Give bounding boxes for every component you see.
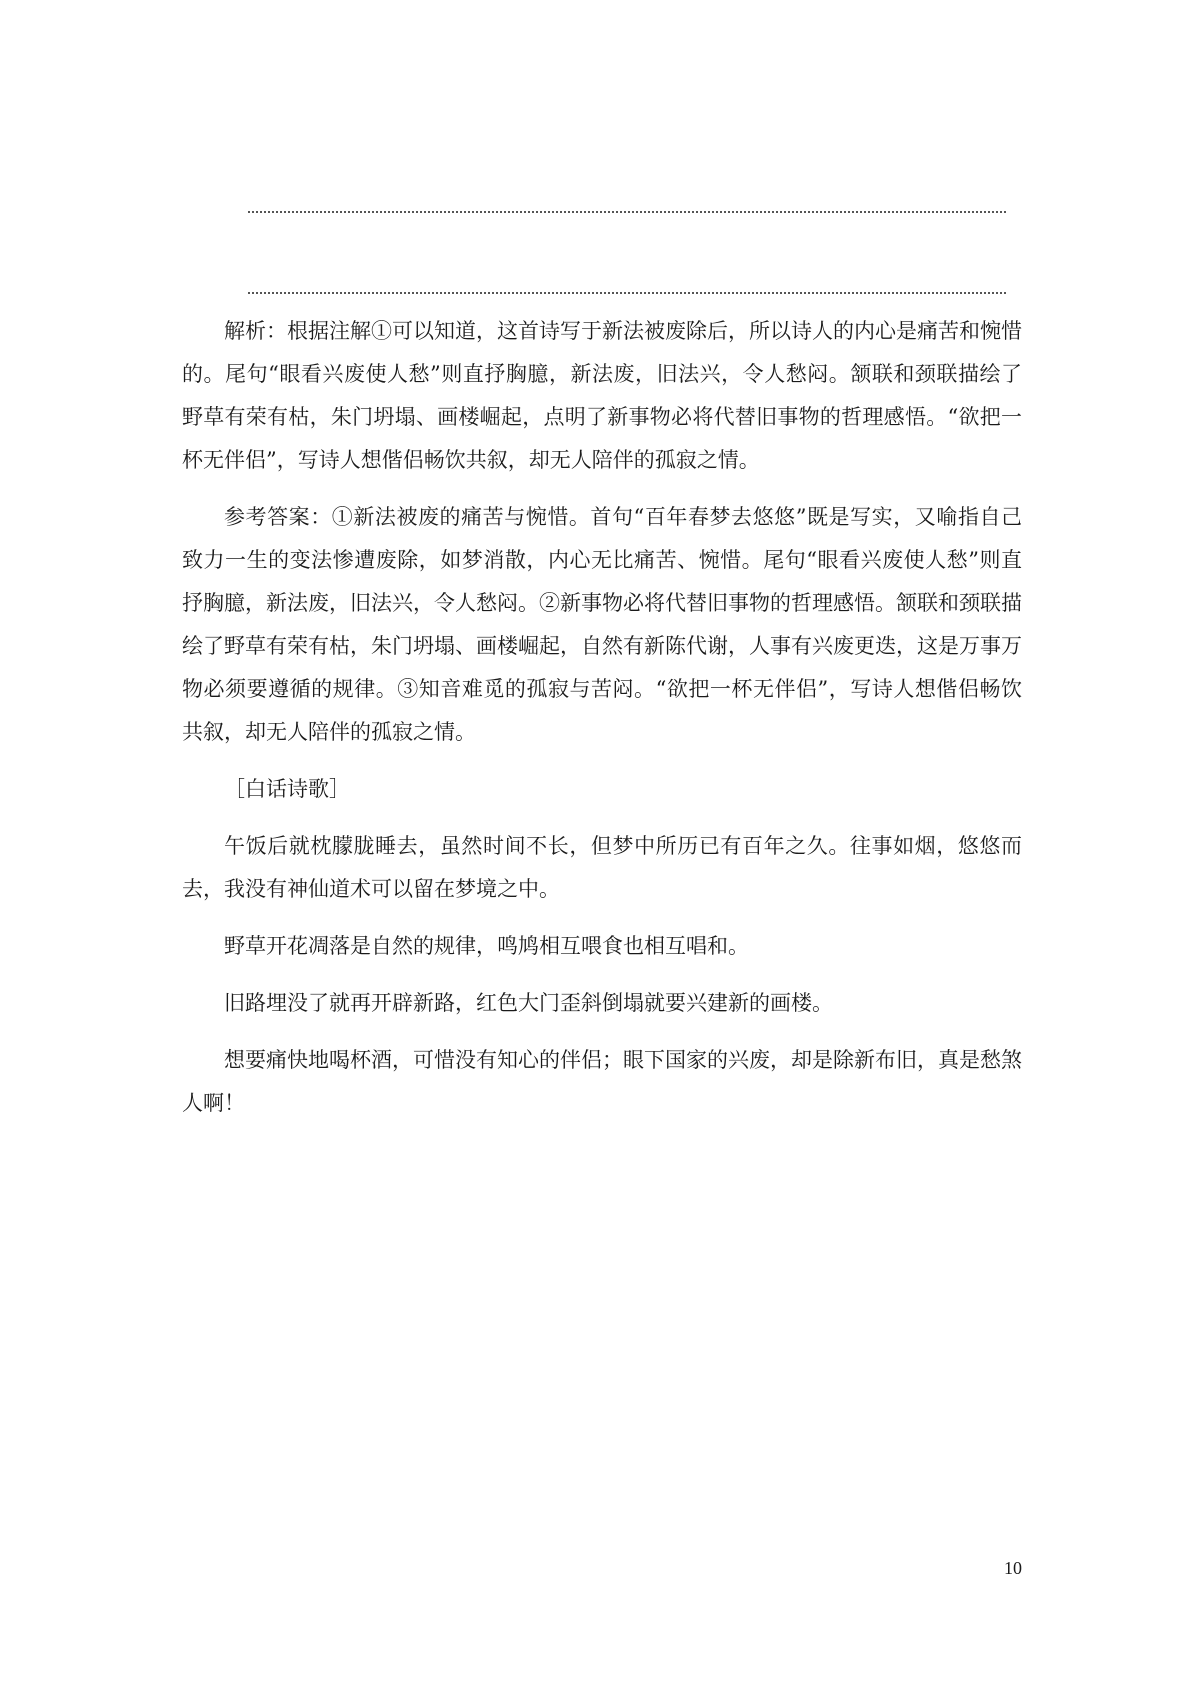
answer-blank-line-1 bbox=[248, 211, 1006, 213]
translation-paragraph-3: 旧路埋没了就再开辟新路，红色大门歪斜倒塌就要兴建新的画楼。 bbox=[224, 991, 833, 1015]
translation-paragraph-1: 午饭后就枕朦胧睡去，虽然时间不长，但梦中所历已有百年之久。往事如烟，悠悠而去，我没有神仙道术可以留在梦境之中。 bbox=[182, 834, 1022, 901]
page-number: 10 bbox=[1004, 1558, 1022, 1578]
translation-paragraph-2: 野草开花凋落是自然的规律，鸣鸠相互喂食也相互唱和。 bbox=[224, 934, 749, 958]
analysis-paragraph: 解析：根据注解①可以知道，这首诗写于新法被废除后，所以诗人的内心是痛苦和惋惜的。尾句“眼看兴废使人愁”则直抒胸臆，新法废，旧法兴，令人愁闷。颔联和颈联描绘了野草有荣有枯，朱门坍塌、画楼崛起，点明了新事物必将代替旧事物的哲理感悟。“欲把一杯无伴侣”，写诗人想偕侣畅饮共叙，却无人陪伴的孤寂之情。 bbox=[182, 319, 1022, 472]
answer-blank-line-2 bbox=[248, 292, 1006, 294]
reference-answer-paragraph: 参考答案：①新法被废的痛苦与惋惜。首句“百年春梦去悠悠”既是写实，又喻指自己致力一生的变法惨遭废除，如梦消散，内心无比痛苦、惋惜。尾句“眼看兴废使人愁”则直抒胸臆，新法废，旧法兴，令人愁闷。②新事物必将代替旧事物的哲理感悟。颔联和颈联描绘了野草有荣有枯，朱门坍塌、画楼崛起，自然有新陈代谢，人事有兴废更迭，这是万事万物必须要遵循的规律。③知音难觅的孤寂与苦闷。“欲把一杯无伴侣”，写诗人想偕侣畅饮共叙，却无人陪伴的孤寂之情。 bbox=[182, 505, 1022, 744]
document-body bbox=[182, 310, 1022, 1139]
translation-paragraph-4: 想要痛快地喝杯酒，可惜没有知心的伴侣；眼下国家的兴废，却是除新布旧，真是愁煞人啊！ bbox=[182, 1048, 1022, 1115]
translation-heading: ［白话诗歌］ bbox=[224, 777, 350, 801]
